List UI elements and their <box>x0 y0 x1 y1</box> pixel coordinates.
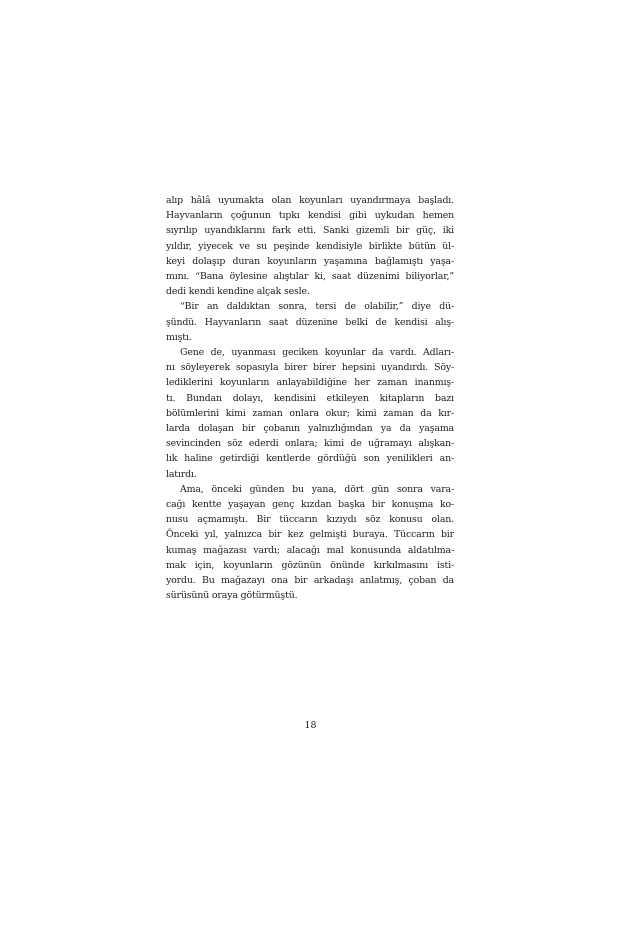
text-line: nusu açmamıştı. Bir tüccarın kızıydı söz konusu olan. <box>166 514 454 526</box>
text-line: “Bir an daldıktan sonra, tersi de olabilir,” diye dü- <box>180 301 454 313</box>
paragraph-4 <box>166 482 454 604</box>
text-line: Önceki yıl, yalnızca bir kez gelmişti buraya. Tüccarın bir <box>166 529 454 541</box>
text-line: Hayvanların çoğunun tıpkı kendisi gibi uykudan hemen <box>166 210 454 222</box>
text-line: yıldır, yiyecek ve su peşinde kendisiyle birlikte bütün ül- <box>166 240 454 252</box>
text-line: Gene de, uyanması geciken koyunlar da vardı. Adları- <box>180 347 454 359</box>
text-line: mıştı. <box>166 331 192 343</box>
paragraph-2 <box>166 299 454 345</box>
page-number: 18 <box>304 720 317 731</box>
text-line: cağı kentte yaşayan genç kızdan başka bir konuşma ko- <box>166 499 454 511</box>
text-line: mak için, koyunların gözünün önünde kırkılmasını isti- <box>166 559 454 571</box>
text-line: Ama, önceki günden bu yana, dört gün sonra vara- <box>180 483 454 495</box>
text-line: yordu. Bu mağazayı ona bir arkadaşı anlatmış, çoban da <box>166 575 454 587</box>
text-line: dedi kendi kendine alçak sesle. <box>166 286 310 298</box>
text-line: keyi dolaşıp duran koyunların yaşamına bağlamıştı yaşa- <box>166 255 454 267</box>
text-line: sevincinden söz ederdi onlara; kimi de uğramayı alışkan- <box>166 438 454 450</box>
text-line: bölümlerini kimi zaman onlara okur; kimi zaman da kır- <box>166 407 454 419</box>
text-line: şündü. Hayvanların saat düzenine belki de kendisi alış- <box>166 316 454 328</box>
text-line: lık haline getirdiği kentlerde gördüğü son yenilikleri an- <box>166 453 454 465</box>
body-text <box>166 193 454 603</box>
text-line: tı. Bundan dolayı, kendisini etkileyen kitapların bazı <box>166 392 454 404</box>
text-line: sıyrılıp uyandıklarını fark etti. Sanki gizemli bir güç, iki <box>166 225 454 237</box>
text-line: larda dolaşan bir çobanın yalnızlığından ya da yaşama <box>166 423 454 435</box>
text-line: latırdı. <box>166 468 197 480</box>
paragraph-3 <box>166 345 454 482</box>
paragraph-1 <box>166 193 454 299</box>
text-line: alıp hâlâ uyumakta olan koyunları uyandırmaya başladı. <box>166 195 454 206</box>
text-line: mını. “Bana öylesine alıştılar ki, saat düzenimi biliyorlar,” <box>166 271 454 283</box>
text-line: sürüsünü oraya götürmüştü. <box>166 590 298 602</box>
text-line: kumaş mağazası vardı; alacağı mal konusunda aldatılma- <box>166 544 454 556</box>
text-line: lediklerini koyunların anlayabildiğine her zaman inanmış- <box>166 377 454 389</box>
text-line: nı söyleyerek sopasıyla birer birer hepsini uyandırdı. Söy- <box>166 362 454 374</box>
